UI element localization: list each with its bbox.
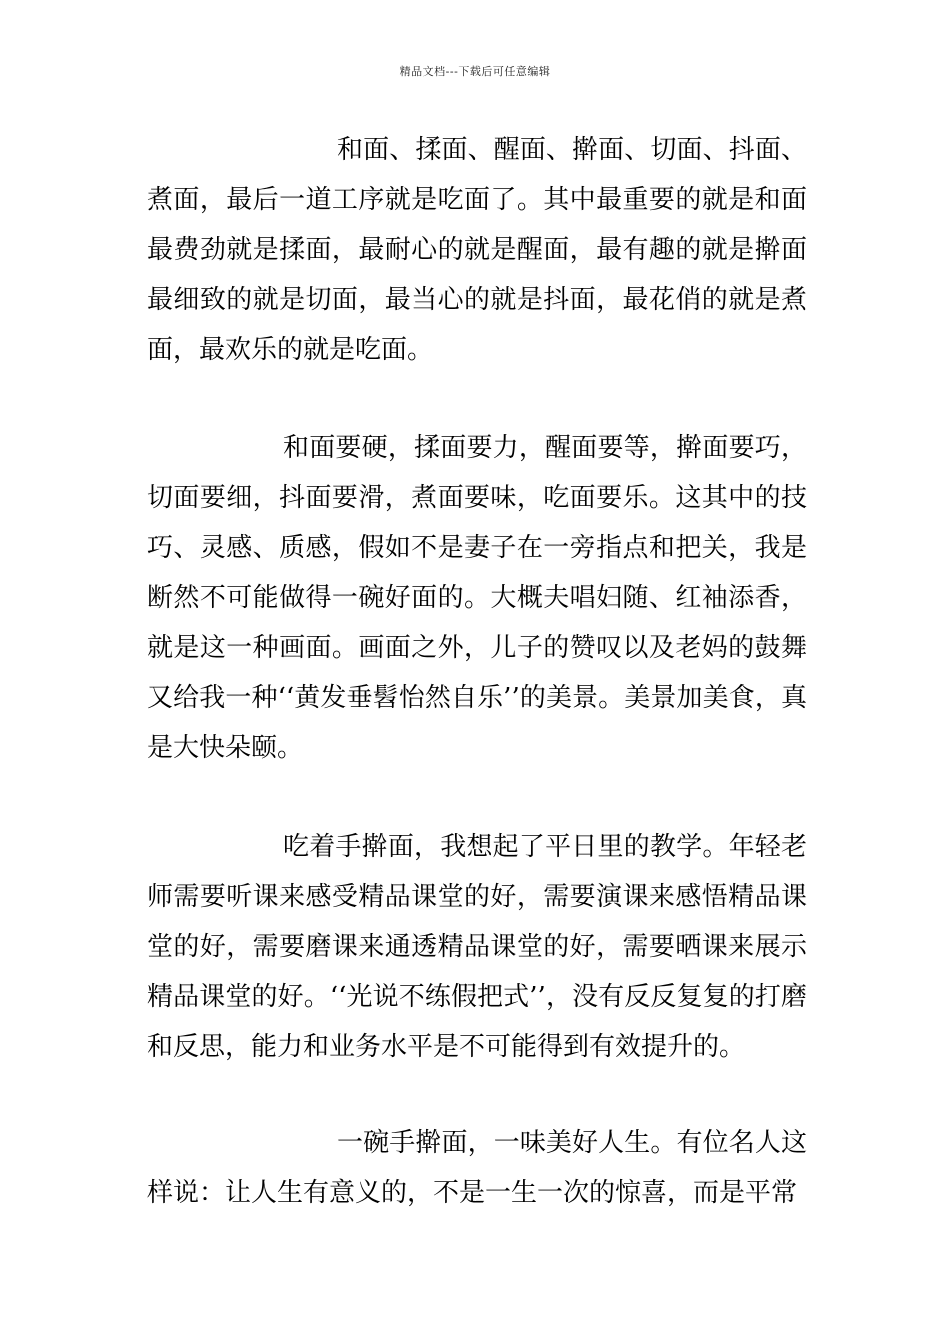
paragraph-1: 和面、揉面、醒面、擀面、切面、抖面、煮面，最后一道工序就是吃面了。其中最重要的就是和面最费劲就是揉面，最耐心的就是醒面，最有趣的就是擀面最细致的就是切面，最当心的就是抖面，最花俏的就是煮面，最欢乐的就是吃面。 [147,135,807,365]
paragraph-4: 一碗手擀面，一味美好人生。有位名人这样说：让人生有意义的，不是一生一次的惊喜，而是平常 [147,1128,807,1208]
page-header: 精品文档---下载后可任意编辑 [399,65,551,78]
paragraph-2: 和面要硬，揉面要力，醒面要等，擀面要巧，切面要细，抖面要滑，煮面要味，吃面要乐。这其中的技巧、灵感、质感，假如不是妻子在一旁指点和把关，我是断然不可能做得一碗好面的。大概夫唱妇随、红袖添香，就是这一种画面。画面之外，儿子的赞叹以及老妈的鼓舞又给我一种‘‘黄发垂髫怡然自乐’’的美景。美景加美食，真是大快朵颐。 [147,433,807,763]
paragraph-3: 吃着手擀面，我想起了平日里的教学。年轻老师需要听课来感受精品课堂的好，需要演课来感悟精品课堂的好，需要磨课来通透精品课堂的好，需要晒课来展示精品课堂的好。‘‘光说不练假把式’’，没有反反复复的打磨和反思，能力和业务水平是不可能得到有效提升的。 [147,832,807,1062]
